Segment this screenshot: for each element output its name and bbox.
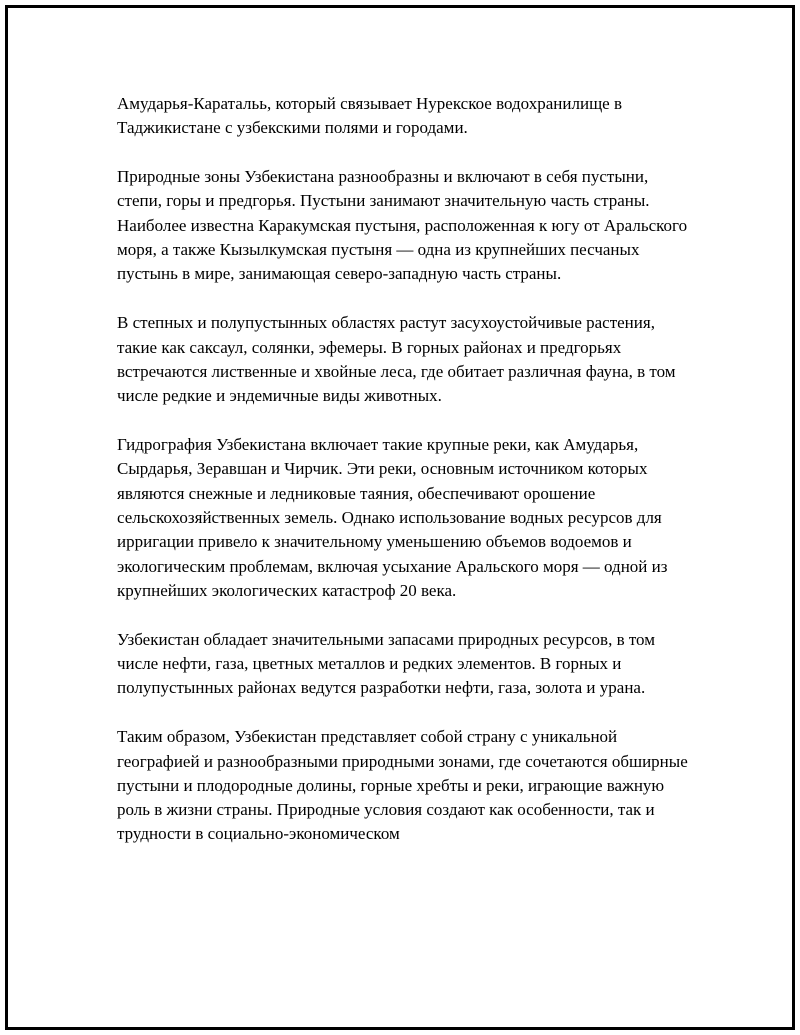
paragraph-3: В степных и полупустынных областях растут засухоустойчивые растения, такие как саксаул, солянки, эфемеры. В горных районах и предгорьях встречаются лиственные и хвойные леса, где обитает различная фауна, в том числе редкие и эндемичные виды животных. [117,313,676,406]
paragraph-4: Гидрография Узбекистана включает такие крупные реки, как Амударья, Сырдарья, Зеравшан и Чирчик. Эти реки, основным источником которых являются снежные и ледниковые таяния, обеспечивают орошение сельскохозяйственных земель. Однако использование водных ресурсов для ирригации привело к значительному уменьшению объемов водоемов и экологическим проблемам, включая усыхание Аральского моря — одной из крупнейших экологических катастроф 20 века. [117,435,668,600]
document-body [117,92,692,871]
paragraph-1: Амударья-Каратальь, который связывает Нурекское водохранилище в Таджикистане с узбекскими полями и городами. [117,94,622,138]
paragraph-2: Природные зоны Узбекистана разнообразны и включают в себя пустыни, степи, горы и предгорья. Пустыни занимают значительную часть страны. Наиболее известна Каракумская пустыня, расположенная к югу от Аральского моря, а также Кызылкумская пустыня — одна из крупнейших песчаных пустынь в мире, занимающая северо-западную часть страны. [117,167,688,284]
paragraph-5: Узбекистан обладает значительными запасами природных ресурсов, в том числе нефти, газа, цветных металлов и редких элементов. В горных и полупустынных районах ведутся разработки нефти, газа, золота и урана. [117,629,655,698]
paragraph-6: Таким образом, Узбекистан представляет собой страну с уникальной географией и разнообразными природными зонами, где сочетаются обширные пустыни и плодородные долины, горные хребты и реки, играющие важную роль в жизни страны. Природные условия создают как особенности, так и трудности в социально-экономическом [117,727,688,844]
